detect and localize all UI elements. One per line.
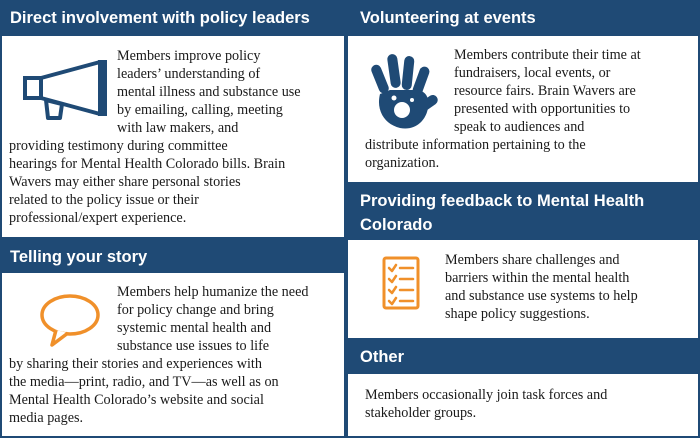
text-line: Members contribute their time at xyxy=(454,47,641,63)
section-panel-story xyxy=(2,273,344,436)
text-line: presented with opportunities to xyxy=(454,101,631,117)
text-line: organization. xyxy=(365,155,440,171)
text-line: by emailing, calling, meeting xyxy=(117,102,283,118)
text-line: distribute information pertaining to the xyxy=(365,137,586,153)
text-line: fundraisers, local events, or xyxy=(454,65,611,81)
section-header-other xyxy=(346,338,700,374)
text-line: resource fairs. Brain Wavers are xyxy=(454,83,636,99)
text-line: leaders’ understanding of xyxy=(117,66,261,82)
section-panel-policy xyxy=(2,36,344,237)
text-line: Members share challenges and xyxy=(445,252,620,268)
checklist-icon xyxy=(382,256,420,310)
speech-bubble-icon xyxy=(38,293,102,349)
section-title: Direct involvement with policy leaders xyxy=(10,9,310,27)
text-line: barriers within the mental health xyxy=(445,270,630,286)
section-title: Telling your story xyxy=(10,248,148,266)
megaphone-icon xyxy=(22,58,112,120)
text-line: related to the policy issue or their xyxy=(9,192,199,208)
section-header-volunteer xyxy=(346,0,700,36)
section-header-story xyxy=(0,237,346,273)
text-line: Members improve policy xyxy=(117,48,261,64)
text-line: by sharing their stories and experiences with xyxy=(9,356,262,372)
text-line: the media—print, radio, and TV—as well as on xyxy=(9,374,279,390)
text-line: with law makers, and xyxy=(117,120,239,136)
section-panel-volunteer xyxy=(348,36,698,182)
text-line: for policy change and bring xyxy=(117,302,274,318)
text-line: professional/expert experience. xyxy=(9,210,187,226)
section-header-feedback xyxy=(346,182,700,240)
section-title: Volunteering at events xyxy=(360,9,536,27)
text-line: stakeholder groups. xyxy=(365,405,477,421)
text-line: Wavers may either share personal stories xyxy=(9,174,241,190)
section-panel-other xyxy=(348,374,698,436)
handprint-icon xyxy=(366,50,442,132)
text-line: systemic mental health and xyxy=(117,320,272,336)
text-line: mental illness and substance use xyxy=(117,84,301,100)
text-line: substance use issues to life xyxy=(117,338,270,354)
text-line: hearings for Mental Health Colorado bills. Brain xyxy=(9,156,286,172)
section-title-line: Providing feedback to Mental Health xyxy=(360,192,645,210)
section-title: Other xyxy=(360,348,405,366)
text-line: shape policy suggestions. xyxy=(445,306,590,322)
text-line: media pages. xyxy=(9,410,84,426)
section-panel-feedback xyxy=(348,240,698,338)
section-title-line: Colorado xyxy=(360,216,433,234)
text-line: Members occasionally join task forces and xyxy=(365,387,608,403)
text-line: Mental Health Colorado’s website and social xyxy=(9,392,264,408)
section-header-policy xyxy=(0,0,346,36)
text-line: speak to audiences and xyxy=(454,119,585,135)
text-line: and substance use systems to help xyxy=(445,288,638,304)
text-line: providing testimony during committee xyxy=(9,138,228,154)
text-line: Members help humanize the need xyxy=(117,284,309,300)
